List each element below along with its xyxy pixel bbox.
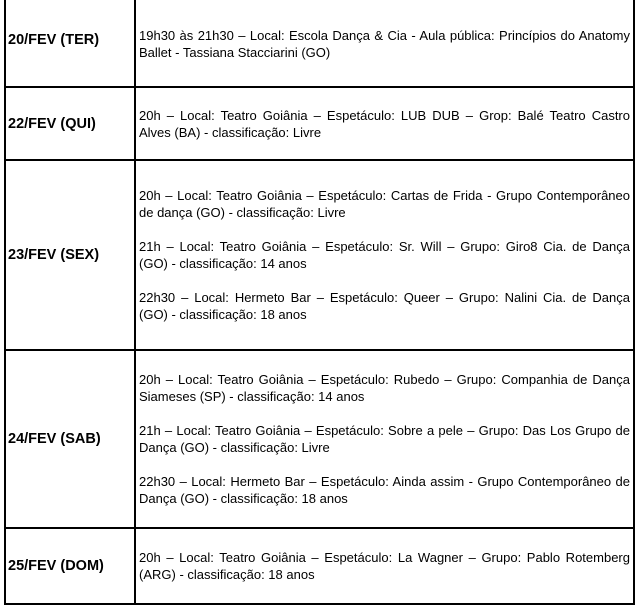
schedule-table [4,0,635,605]
events-cell [135,87,634,160]
schedule-row [5,0,634,87]
event-entry: 20h – Local: Teatro Goiânia – Espetáculo: Rubedo – Grupo: Companhia de Dança Siameses (SP) - classificação: 14 anos [139,372,630,404]
event-entry: 20h – Local: Teatro Goiânia – Espetáculo: Cartas de Frida - Grupo Contemporâneo de dança (GO) - classificação: Livre [139,188,630,220]
schedule-row [5,350,634,528]
event-entry: 22h30 – Local: Hermeto Bar – Espetáculo: Queer – Grupo: Nalini Cia. de Dança (GO) - classificação: 18 anos [139,290,630,322]
schedule-row [5,528,634,604]
events-cell [135,160,634,350]
events-cell [135,350,634,528]
events-cell [135,0,634,87]
event-entry: 21h – Local: Teatro Goiânia – Espetáculo: Sobre a pele – Grupo: Das Los Grupo de Dança (GO) - classificação: Livre [139,423,630,455]
day-cell: 25/FEV (DOM) [5,528,135,604]
schedule-row [5,87,634,160]
event-entry: 20h – Local: Teatro Goiânia – Espetáculo: LUB DUB – Grop: Balé Teatro Castro Alves (BA) - classificação: Livre [139,107,630,140]
event-entry: 22h30 – Local: Hermeto Bar – Espetáculo: Ainda assim - Grupo Contemporâneo de Dança (GO) - classificação: 18 anos [139,474,630,506]
event-entry: 21h – Local: Teatro Goiânia – Espetáculo: Sr. Will – Grupo: Giro8 Cia. de Dança (GO) - classificação: 14 anos [139,239,630,271]
event-entry: 20h – Local: Teatro Goiânia – Espetáculo: La Wagner – Grupo: Pablo Rotemberg (ARG) - classificação: 18 anos [139,550,630,582]
schedule-row [5,160,634,350]
day-cell: 24/FEV (SAB) [5,350,135,528]
event-entry: 19h30 às 21h30 – Local: Escola Dança & Cia - Aula pública: Princípios do Anatomy Ballet - Tassiana Stacciarini (GO) [139,28,630,60]
day-cell: 23/FEV (SEX) [5,160,135,350]
day-cell: 22/FEV (QUI) [5,87,135,160]
day-cell: 20/FEV (TER) [5,0,135,87]
events-cell [135,528,634,604]
